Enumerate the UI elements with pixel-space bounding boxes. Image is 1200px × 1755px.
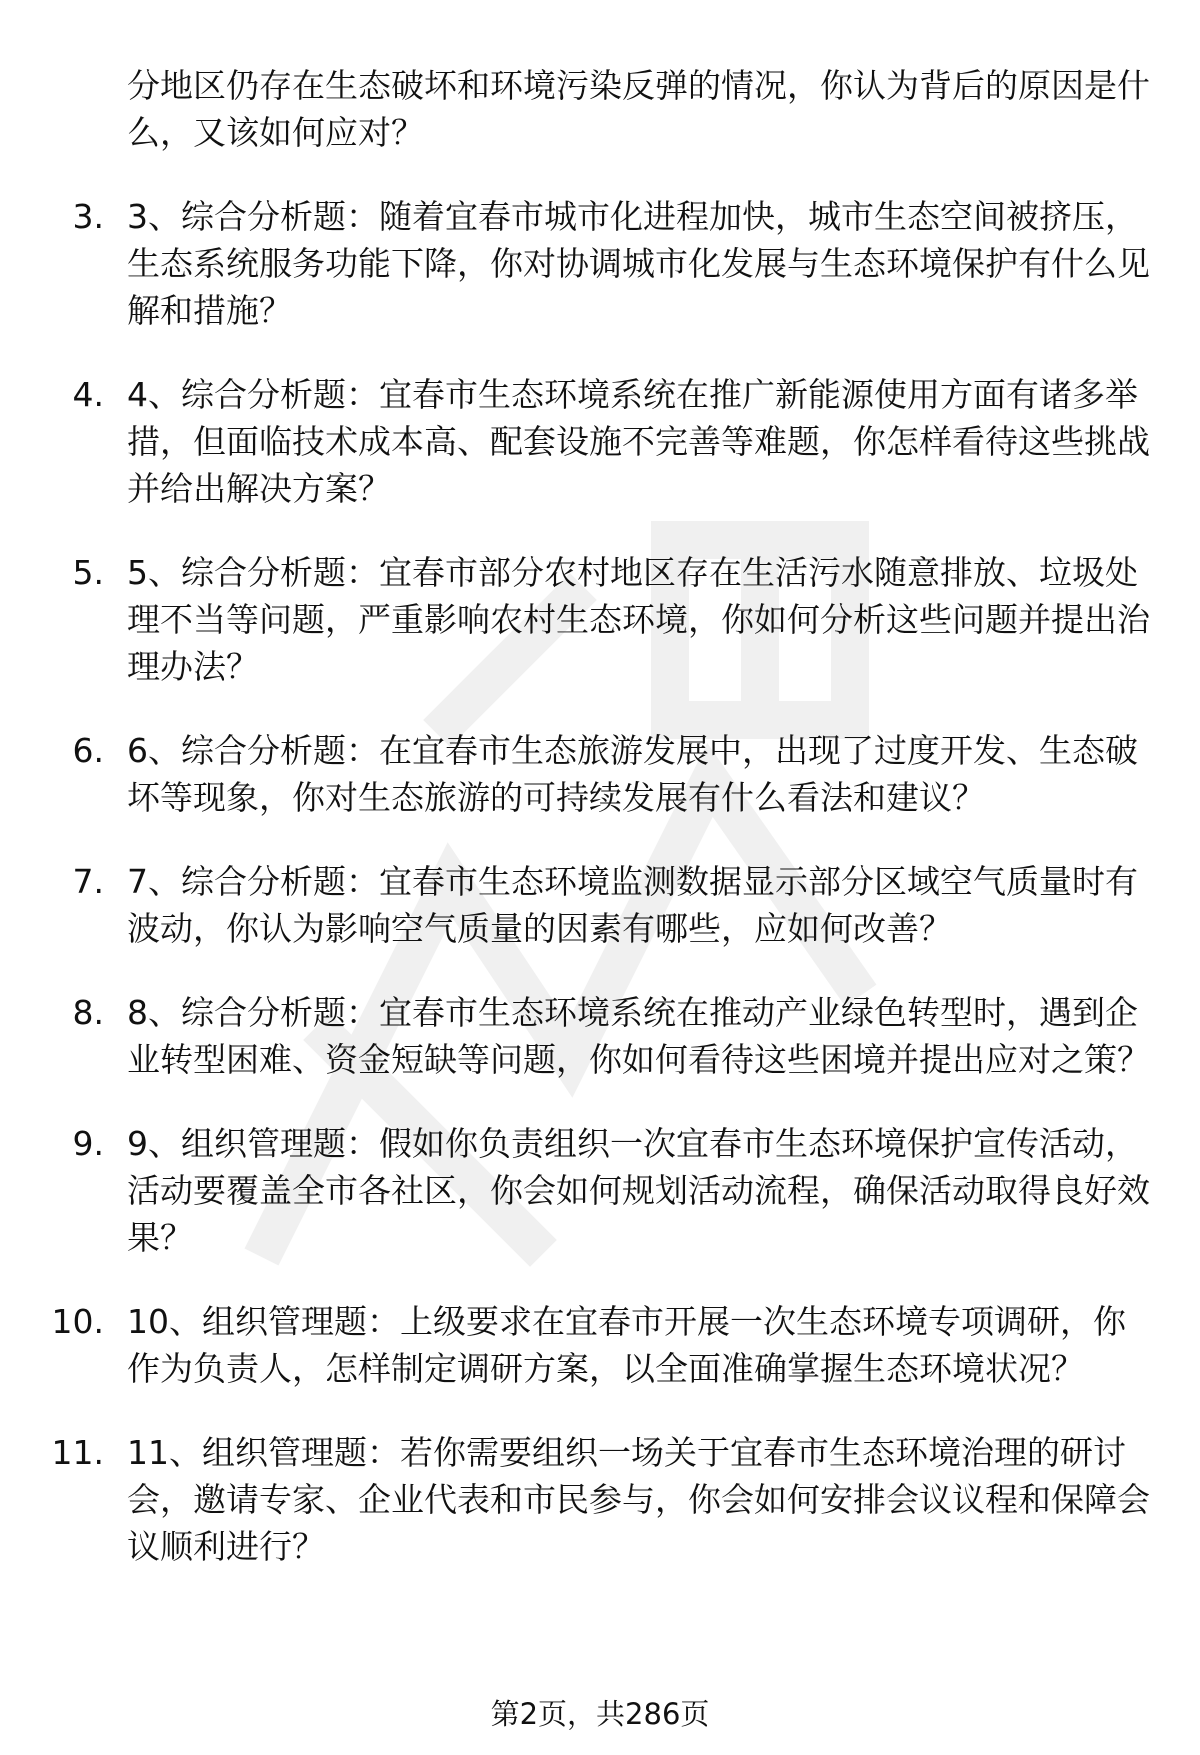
item-number: 10. bbox=[51, 1302, 104, 1341]
item-number: 5. bbox=[72, 553, 104, 592]
item-text: 6、综合分析题：在宜春市生态旅游发展中，出现了过度开发、生态破坏等现象，你对生态旅游的可持续发展有什么看法和建议？ bbox=[127, 731, 1138, 817]
list-item bbox=[0, 1298, 1200, 1392]
item-number: 6. bbox=[72, 731, 104, 770]
item-number: 7. bbox=[72, 862, 104, 901]
item-number: 11. bbox=[51, 1433, 104, 1472]
list-item bbox=[0, 858, 1200, 952]
list-item bbox=[0, 549, 1200, 690]
list-item bbox=[0, 371, 1200, 512]
item-text: 8、综合分析题：宜春市生态环境系统在推动产业绿色转型时，遇到企业转型困难、资金短缺等问题，你如何看待这些困境并提出应对之策？ bbox=[127, 993, 1150, 1079]
item-number: 4. bbox=[72, 375, 104, 414]
item-text: 3、综合分析题：随着宜春市城市化进程加快，城市生态空间被挤压，生态系统服务功能下降，你对协调城市化发展与生态环境保护有什么见解和措施？ bbox=[127, 197, 1150, 330]
continuation-text: 分地区仍存在生态破坏和环境污染反弹的情况，你认为背后的原因是什么，又该如何应对？ bbox=[127, 66, 1150, 152]
item-text: 9、组织管理题：假如你负责组织一次宜春市生态环境保护宣传活动，活动要覆盖全市各社区，你会如何规划活动流程，确保活动取得良好效果？ bbox=[127, 1124, 1150, 1257]
question-list bbox=[0, 193, 1200, 1607]
item-text: 7、综合分析题：宜春市生态环境监测数据显示部分区域空气质量时有波动，你认为影响空气质量的因素有哪些，应如何改善？ bbox=[127, 862, 1138, 948]
page-footer: 第2页，共286页 bbox=[490, 1697, 710, 1731]
item-number: 8. bbox=[72, 993, 104, 1032]
item-text: 11、组织管理题：若你需要组织一场关于宜春市生态环境治理的研讨会，邀请专家、企业代表和市民参与，你会如何安排会议议程和保障会议顺利进行？ bbox=[127, 1433, 1150, 1566]
list-item bbox=[0, 727, 1200, 821]
list-item bbox=[0, 1429, 1200, 1570]
item-text: 4、综合分析题：宜春市生态环境系统在推广新能源使用方面有诸多举措，但面临技术成本高、配套设施不完善等难题，你怎样看待这些挑战并给出解决方案？ bbox=[127, 375, 1150, 508]
item-text: 5、综合分析题：宜春市部分农村地区存在生活污水随意排放、垃圾处理不当等问题，严重影响农村生态环境，你如何分析这些问题并提出治理办法？ bbox=[127, 553, 1150, 686]
list-item bbox=[0, 989, 1200, 1083]
item-text: 10、组织管理题：上级要求在宜春市开展一次生态环境专项调研，你作为负责人，怎样制定调研方案，以全面准确掌握生态环境状况？ bbox=[127, 1302, 1126, 1388]
list-item bbox=[0, 193, 1200, 334]
item-number: 3. bbox=[72, 197, 104, 236]
item-number: 9. bbox=[72, 1124, 104, 1163]
list-item bbox=[0, 1120, 1200, 1261]
